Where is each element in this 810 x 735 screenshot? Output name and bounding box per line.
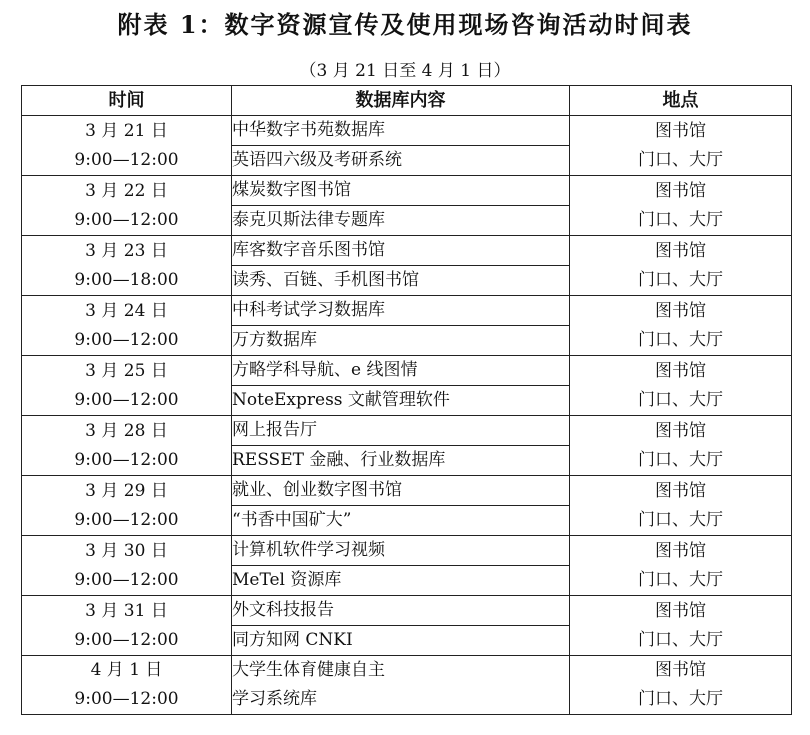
database-cell: 网上报告厅: [232, 416, 570, 446]
header-row: [22, 86, 792, 116]
database-cell: 计算机软件学习视频: [232, 536, 570, 566]
time-range-text: 9:00—12:00: [74, 449, 179, 470]
place-cell: [570, 656, 792, 715]
schedule-row: [22, 536, 792, 566]
date-text: 4 月 1 日: [90, 660, 163, 680]
time-cell: [22, 176, 232, 236]
database-cell: 库客数字音乐图书馆: [232, 236, 570, 266]
database-cell: 大学生体育健康自主: [232, 656, 570, 686]
time-range-text: 9:00—12:00: [74, 689, 179, 709]
time-cell: [22, 476, 232, 536]
schedule-row: [22, 416, 792, 446]
database-cell: 中科考试学习数据库: [232, 296, 570, 326]
place-line: 图书馆: [655, 600, 706, 621]
database-cell: “书香中国矿大”: [232, 506, 570, 536]
date-text: 3 月 25 日: [85, 360, 168, 381]
time-cell: [22, 536, 232, 596]
place-line: 门口、大厅: [638, 449, 723, 470]
time-range-text: 9:00—18:00: [74, 269, 179, 290]
schedule-row: [22, 236, 792, 266]
time-cell: [22, 356, 232, 416]
schedule-row: [22, 116, 792, 146]
place-line: 图书馆: [655, 300, 706, 321]
place-line: 门口、大厅: [638, 329, 723, 350]
time-range-text: 9:00—12:00: [74, 569, 179, 590]
place-line: 门口、大厅: [638, 689, 723, 709]
place-cell: [570, 416, 792, 476]
place-line: 门口、大厅: [638, 629, 723, 650]
time-cell: [22, 416, 232, 476]
place-cell: [570, 356, 792, 416]
document-subtitle: （3 月 21 日至 4 月 1 日）: [299, 61, 511, 81]
time-range-text: 9:00—12:00: [74, 209, 179, 230]
database-cell: NoteExpress 文献管理软件: [232, 386, 570, 416]
place-line: 门口、大厅: [638, 149, 723, 170]
place-line: 图书馆: [655, 240, 706, 261]
database-cell: 方略学科导航、e 线图情: [232, 356, 570, 386]
schedule-row: [22, 476, 792, 506]
database-cell: 同方知网 CNKI: [232, 626, 570, 656]
place-cell: [570, 536, 792, 596]
schedule-body: [22, 116, 792, 715]
schedule-row: [22, 656, 792, 686]
place-line: 图书馆: [655, 660, 706, 680]
schedule-table: [21, 85, 792, 715]
database-cell: 英语四六级及考研系统: [232, 146, 570, 176]
time-range-text: 9:00—12:00: [74, 389, 179, 410]
place-line: 门口、大厅: [638, 269, 723, 290]
place-cell: [570, 296, 792, 356]
time-cell: [22, 296, 232, 356]
schedule-row: [22, 356, 792, 386]
database-cell: 泰克贝斯法律专题库: [232, 206, 570, 236]
database-cell: 外文科技报告: [232, 596, 570, 626]
date-text: 3 月 21 日: [85, 120, 168, 141]
place-line: 门口、大厅: [638, 509, 723, 530]
date-text: 3 月 24 日: [85, 300, 168, 321]
time-cell: [22, 116, 232, 176]
place-line: 图书馆: [655, 120, 706, 141]
database-cell: 中华数字书苑数据库: [232, 116, 570, 146]
database-cell: 万方数据库: [232, 326, 570, 356]
header-database: 数据库内容: [232, 86, 570, 116]
date-text: 3 月 29 日: [85, 480, 168, 501]
database-cell: 学习系统库: [232, 685, 570, 715]
time-range-text: 9:00—12:00: [74, 629, 179, 650]
schedule-row: [22, 296, 792, 326]
date-text: 3 月 31 日: [85, 600, 168, 621]
place-cell: [570, 176, 792, 236]
time-cell: [22, 596, 232, 656]
header-time: 时间: [22, 86, 232, 116]
place-line: 门口、大厅: [638, 209, 723, 230]
time-range-text: 9:00—12:00: [74, 149, 179, 170]
time-range-text: 9:00—12:00: [74, 509, 179, 530]
time-range-text: 9:00—12:00: [74, 329, 179, 350]
place-cell: [570, 596, 792, 656]
date-text: 3 月 30 日: [85, 540, 168, 561]
place-cell: [570, 116, 792, 176]
place-line: 图书馆: [655, 540, 706, 561]
place-line: 图书馆: [655, 420, 706, 441]
place-line: 门口、大厅: [638, 389, 723, 410]
time-cell: [22, 656, 232, 715]
place-line: 门口、大厅: [638, 569, 723, 590]
place-line: 图书馆: [655, 480, 706, 501]
database-cell: 煤炭数字图书馆: [232, 176, 570, 206]
database-cell: MeTel 资源库: [232, 566, 570, 596]
database-cell: 就业、创业数字图书馆: [232, 476, 570, 506]
place-cell: [570, 476, 792, 536]
header-place: 地点: [570, 86, 792, 116]
place-line: 图书馆: [655, 180, 706, 201]
place-line: 图书馆: [655, 360, 706, 381]
date-text: 3 月 28 日: [85, 420, 168, 441]
time-cell: [22, 236, 232, 296]
date-text: 3 月 22 日: [85, 180, 168, 201]
place-cell: [570, 236, 792, 296]
date-text: 3 月 23 日: [85, 240, 168, 261]
schedule-row: [22, 176, 792, 206]
schedule-row: [22, 596, 792, 626]
document-title: 附表 1：数字资源宣传及使用现场咨询活动时间表: [117, 10, 693, 39]
database-cell: 读秀、百链、手机图书馆: [232, 266, 570, 296]
database-cell: RESSET 金融、行业数据库: [232, 446, 570, 476]
